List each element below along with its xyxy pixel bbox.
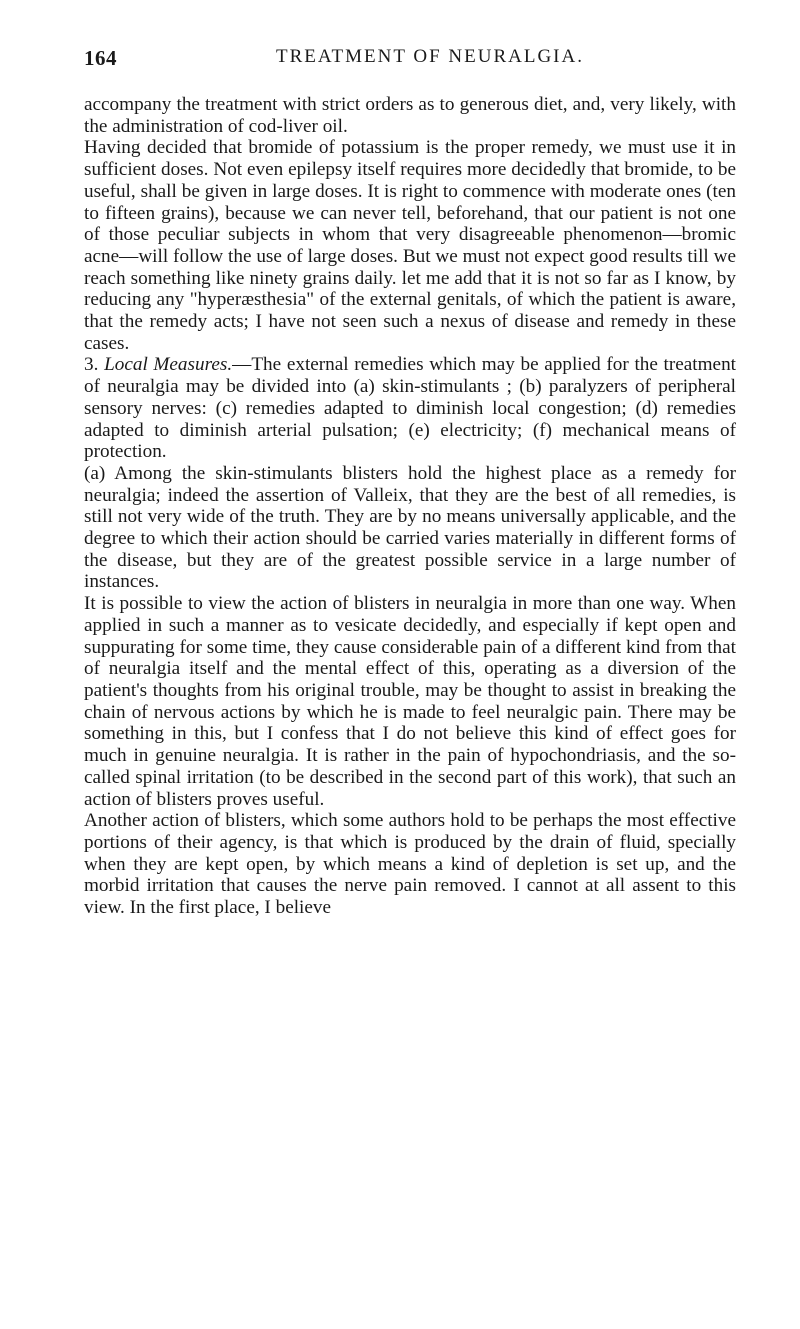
paragraph-text: Another action of blisters, which some authors hold to be perhaps the most effective portions of their agency, is that which is produced by the drain of fluid, specially when they are kept open, by which means a kind of depletion is set up, and the morbid irritation that causes the nerve pain removed. I cannot at all assent to this view. In the first place, I believe bbox=[84, 810, 736, 919]
paragraph-text: —The external remedies which may be applied for the treatment of neuralgia may be divided into (a) skin-stimulants ; (b) paralyzers of peripheral sensory nerves: (c) remedies adapted to diminish local congestion; (d) remedies adapted to diminish arterial pulsation; (e) electricity; (f) mechanical means of protection. bbox=[84, 354, 736, 463]
paragraph-text: It is possible to view the action of blisters in neuralgia in more than one way. When applied in such a manner as to vesicate decidedly, and especially if kept open and suppurating for some time, they cause considerable pain of a different kind from that of neuralgia itself and the mental effect of this, operating as a diversion of the patient's thoughts from his original trouble, may be thought to assist in breaking the chain of nervous actions by which he is made to feel neuralgic pain. There may be something in this, but I confess that I do not believe this kind of effect goes for much in genuine neuralgia. It is rather in the pain of hypochondriasis, and the so-called spinal irritation (to be described in the second part of this work), that such an action of blisters proves useful. bbox=[84, 593, 736, 810]
page-header bbox=[84, 46, 736, 76]
page-number: 164 bbox=[84, 46, 117, 70]
book-page bbox=[84, 46, 736, 919]
section-heading: Local Measures. bbox=[104, 354, 233, 376]
paragraph bbox=[84, 354, 736, 463]
paragraph-text: Having decided that bromide of potassium is the proper remedy, we must use it in sufficient doses. Not even epilepsy itself requires more decidedly that bromide, to be useful, shall be given in large doses. It is right to commence with moderate ones (ten to fifteen grains), because we can never tell, beforehand, that our patient is not one of those peculiar subjects in whom that very disagreeable phenomenon—bromic acne—will follow the use of large doses. But we must not expect good results till we reach something like ninety grains daily. let me add that it is not so far as I know, by reducing any "hyperæsthesia" of the external genitals, of which the patient is aware, that the remedy acts; I have not seen such a nexus of disease and remedy in these cases. bbox=[84, 137, 736, 354]
body-text bbox=[84, 94, 736, 919]
running-head: TREATMENT OF NEURALGIA. bbox=[276, 46, 584, 67]
section-number: 3. bbox=[84, 354, 105, 376]
paragraph bbox=[84, 137, 736, 354]
paragraph bbox=[84, 810, 736, 919]
paragraph bbox=[84, 593, 736, 810]
paragraph bbox=[84, 463, 736, 593]
paragraph-text: accompany the treatment with strict orders as to generous diet, and, very likely, with the administration of cod-liver oil. bbox=[84, 94, 736, 137]
paragraph bbox=[84, 94, 736, 137]
paragraph-text: (a) Among the skin-stimulants blisters hold the highest place as a remedy for neuralgia; indeed the assertion of Valleix, that they are the best of all remedies, is still not very wide of the truth. They are by no means universally applicable, and the degree to which their action should be carried varies materially in different forms of the disease, but they are of the greatest possible service in a large number of instances. bbox=[84, 462, 736, 593]
